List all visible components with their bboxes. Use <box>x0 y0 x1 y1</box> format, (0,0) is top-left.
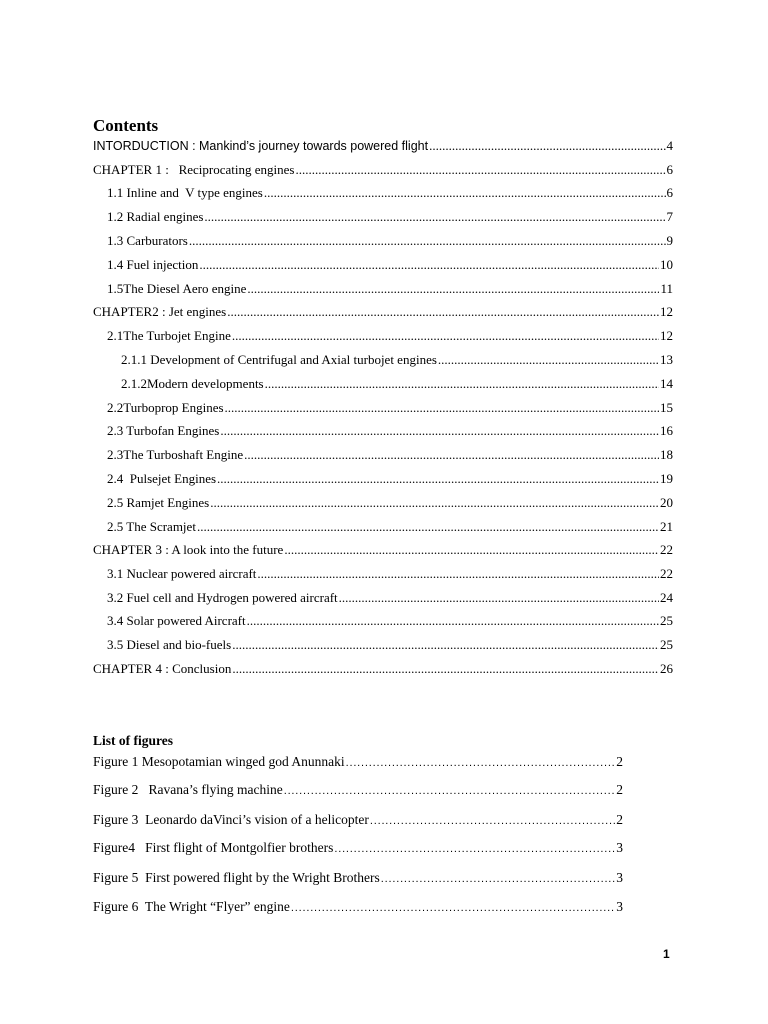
toc-entry[interactable] <box>107 565 673 583</box>
toc-entry[interactable] <box>107 399 673 417</box>
toc-entry[interactable] <box>93 303 673 321</box>
figure-leader <box>284 781 616 801</box>
toc-entry-page: 15 <box>660 400 673 415</box>
toc-leader <box>247 612 659 630</box>
figure-entry[interactable] <box>93 780 623 800</box>
contents-heading: Contents <box>93 116 159 135</box>
figures-heading: List of figures <box>93 733 173 748</box>
toc-entry-page: 19 <box>660 471 673 486</box>
toc-entry-label: 2.1.2Modern developments <box>121 376 264 391</box>
toc-leader <box>438 351 659 369</box>
toc-entry-page: 11 <box>660 281 673 296</box>
toc-entry-page: 22 <box>660 542 673 557</box>
toc-entry-label: 1.3 Carburators <box>107 233 188 248</box>
figure-entry-page: 2 <box>616 782 623 797</box>
toc-entry[interactable] <box>121 375 673 393</box>
toc-entry-label: CHAPTER 4 : Conclusion <box>93 661 232 676</box>
toc-entry-page: 13 <box>660 352 673 367</box>
toc-entry-page: 25 <box>660 637 673 652</box>
toc-leader <box>429 137 665 155</box>
toc-leader <box>220 422 659 440</box>
toc-entry-page: 4 <box>666 138 673 153</box>
toc-entry[interactable] <box>107 232 673 250</box>
figure-entry-label: Figure 5 First powered flight by the Wright Brothers <box>93 870 380 885</box>
toc-entry-label: INTORDUCTION : Mankind’s journey towards powered flight <box>93 139 429 153</box>
figure-entry-label: Figure 1 Mesopotamian winged god Anunnaki <box>93 754 345 769</box>
toc-entry-label: CHAPTER 3 : A look into the future <box>93 542 284 557</box>
figure-entry[interactable] <box>93 868 623 888</box>
toc-entry-label: 3.1 Nuclear powered aircraft <box>107 566 257 581</box>
toc-leader <box>204 208 665 226</box>
toc-entry-page: 21 <box>660 519 673 534</box>
figure-leader <box>370 811 615 831</box>
toc-leader <box>264 184 666 202</box>
toc-entry-label: 2.4 Pulsejet Engines <box>107 471 217 486</box>
toc-entry[interactable] <box>107 589 673 607</box>
toc-entry[interactable] <box>107 612 673 630</box>
toc-leader <box>232 636 659 654</box>
figure-leader <box>291 898 615 918</box>
page-number: 1 <box>663 947 670 961</box>
toc-leader <box>232 327 659 345</box>
toc-entry-page: 16 <box>660 423 673 438</box>
figure-entry-label: Figure 2 Ravana’s flying machine <box>93 782 283 797</box>
toc-entry-label: 2.2Turboprop Engines <box>107 400 224 415</box>
toc-entry[interactable] <box>93 161 673 179</box>
toc-leader <box>217 470 659 488</box>
toc-entry-label: CHAPTER2 : Jet engines <box>93 304 227 319</box>
figure-entry-page: 3 <box>616 899 623 914</box>
toc-entry-page: 12 <box>660 328 673 343</box>
toc-entry-page: 24 <box>660 590 673 605</box>
toc-entry[interactable] <box>107 422 673 440</box>
toc-entry-page: 14 <box>660 376 673 391</box>
toc-leader <box>265 375 659 393</box>
figure-entry-label: Figure 6 The Wright “Flyer” engine <box>93 899 290 914</box>
toc-entry-page: 25 <box>660 613 673 628</box>
toc-entry[interactable] <box>107 184 673 202</box>
toc-entry-label: 3.5 Diesel and bio-fuels <box>107 637 232 652</box>
toc-entry-label: 2.5 The Scramjet <box>107 519 196 534</box>
toc-entry-label: 2.1The Turbojet Engine <box>107 328 231 343</box>
toc-entry-label: 1.1 Inline and V type engines <box>107 185 263 200</box>
toc-entry-label: 1.4 Fuel injection <box>107 257 199 272</box>
toc-entry[interactable] <box>107 256 673 274</box>
toc-entry[interactable] <box>93 660 673 678</box>
figure-entry[interactable] <box>93 752 623 772</box>
toc-leader <box>247 280 659 298</box>
toc-entry-label: 2.3 Turbofan Engines <box>107 423 220 438</box>
toc-leader <box>257 565 659 583</box>
toc-entry-page: 26 <box>660 661 673 676</box>
toc-entry-page: 9 <box>666 233 673 248</box>
figure-entry-label: Figure 3 Leonardo daVinci’s vision of a helicopter <box>93 812 369 827</box>
toc-leader <box>284 541 659 559</box>
toc-entry-page: 7 <box>666 209 673 224</box>
toc-leader <box>197 518 659 536</box>
toc-entry-label: 2.1.1 Development of Centrifugal and Axial turbojet engines <box>121 352 437 367</box>
toc-leader <box>227 303 659 321</box>
toc-entry[interactable] <box>107 494 673 512</box>
toc-entry-label: 2.5 Ramjet Engines <box>107 495 210 510</box>
toc-entry-label: 2.3The Turboshaft Engine <box>107 447 244 462</box>
toc-entry-label: 3.4 Solar powered Aircraft <box>107 613 246 628</box>
toc-entry[interactable] <box>107 280 673 298</box>
toc-entry-label: 1.2 Radial engines <box>107 209 204 224</box>
figure-leader <box>334 839 615 859</box>
toc-entry-page: 22 <box>660 566 673 581</box>
toc-entry-label: CHAPTER 1 : Reciprocating engines <box>93 162 295 177</box>
figure-entry-page: 3 <box>616 870 623 885</box>
figure-entry-page: 2 <box>616 754 623 769</box>
toc-entry-page: 12 <box>660 304 673 319</box>
figure-entry[interactable] <box>93 810 623 830</box>
toc-leader <box>232 660 659 678</box>
toc-leader <box>295 161 665 179</box>
toc-entry[interactable] <box>93 137 673 155</box>
toc-leader <box>210 494 659 512</box>
toc-entry[interactable] <box>107 636 673 654</box>
toc-entry-page: 20 <box>660 495 673 510</box>
toc-entry-page: 6 <box>666 162 673 177</box>
toc-leader <box>244 446 659 464</box>
figure-leader <box>381 869 615 889</box>
figure-entry-page: 3 <box>616 840 623 855</box>
toc-entry[interactable] <box>107 518 673 536</box>
toc-leader <box>189 232 666 250</box>
toc-entry-label: 1.5The Diesel Aero engine <box>107 281 247 296</box>
toc-entry-page: 10 <box>660 257 673 272</box>
figure-entry[interactable] <box>93 897 623 917</box>
toc-leader <box>225 399 659 417</box>
toc-entry[interactable] <box>107 446 673 464</box>
toc-entry[interactable] <box>107 470 673 488</box>
figure-entry-page: 2 <box>616 812 623 827</box>
toc-leader <box>199 256 659 274</box>
figure-entry[interactable] <box>93 838 623 858</box>
toc-entry[interactable] <box>107 208 673 226</box>
toc-entry[interactable] <box>121 351 673 369</box>
toc-entry[interactable] <box>93 541 673 559</box>
toc-entry-page: 18 <box>660 447 673 462</box>
toc-entry[interactable] <box>107 327 673 345</box>
toc-entry-label: 3.2 Fuel cell and Hydrogen powered aircraft <box>107 590 338 605</box>
figure-entry-label: Figure4 First flight of Montgolfier brothers <box>93 840 334 855</box>
figure-leader <box>346 753 616 773</box>
toc-leader <box>339 589 659 607</box>
toc-entry-page: 6 <box>666 185 673 200</box>
